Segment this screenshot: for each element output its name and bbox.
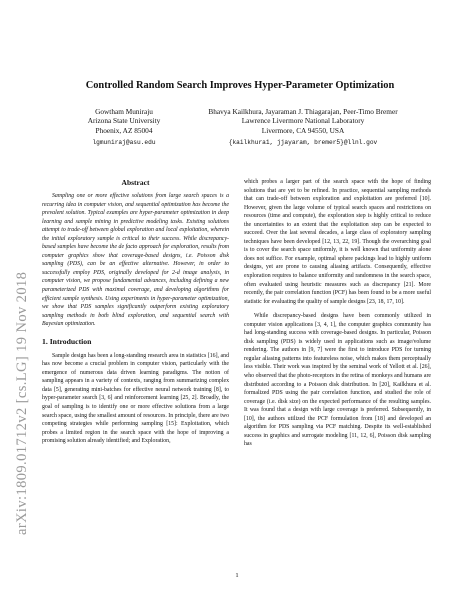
author-location: Livermore, CA 94550, USA — [261, 125, 345, 135]
author-email[interactable]: {kailkhura1, jjayaram, bremer5}@llnl.gov — [228, 139, 378, 147]
author-block-2 — [196, 107, 410, 148]
arxiv-stamp-text: arXiv:1809.01712v2 [cs.LG] 19 Nov 2018 — [14, 271, 30, 535]
left-column — [42, 178, 229, 446]
arxiv-stamp — [4, 180, 34, 540]
right-column — [244, 178, 431, 449]
author-affiliation: Lawrence Livermore National Laboratory — [241, 116, 365, 126]
author-name: Bhavya Kailkhura, Jayaraman J. Thiagarajan, Peer-Timo Bremer — [208, 107, 398, 116]
paper-title: Controlled Random Search Improves Hyper-Parameter Optimization — [85, 80, 395, 91]
author-location: Phoenix, AZ 85004 — [95, 125, 153, 135]
abstract-heading: Abstract — [121, 178, 150, 187]
page-number: 1 — [235, 572, 239, 579]
author-affiliation: Arizona State University — [87, 116, 161, 126]
author-email[interactable]: lgmuniraj@asu.edu — [92, 139, 156, 147]
body-paragraph: While discrepancy-based designs have been commonly utilized in computer vision applications [3, 4, 1], the computer graphics community has had long-standing success with coverage-based designs. In particular, Poisson disk sampling (PDS) is widely used in applications such as image/volume rendering. The authors in [9, 7] were the first to introduce PDS for turning regular aliasing patterns into featureless noise, which makes them perceptually less visible. Their work was inspired by the seminal work of Yellott et al. [26], who observed that the photo-receptors in the retina of monkeys and humans are distributed according to a Poisson disk distribution. In [20], Kailkhura et al. formalized PDS using the pair correlation function, and studied the role of coverage (i.e. disk size) on the expected performance of the resulting samples. It was found that a design with large coverage is preferred. Subsequently, in [10], the authors utilized the PCF formulation from [18] and developed an algorithm for PDS sampling via PCF matching. Despite its well-established success in graphics and surrogate modeling [11, 12, 6], Poisson disk sampling has — [244, 313, 431, 448]
author-block-1 — [64, 107, 184, 148]
author-name: Gowtham Muniraju — [95, 107, 153, 116]
body-paragraph: which probes a larger part of the search space with the hope of finding solutions that are yet to be refined. In practice, sequential sampling methods that can trade-off between exploration and exploitation are preferred [10]. However, given the large volume of typical search spaces and restrictions on resources (time and compute), the exploration step is highly critical to reduce the uncertainties to an extent that the exploitation step can be expected to succeed. Over the last several decades, a large class of exploratory sampling techniques have been developed [12, 13, 22, 19]. Though the overarching goal is to cover the search space uniformly, it is well known that uniformity alone does not suffice. For example, optimal sphere packings lead to highly uniform designs, yet are prone to causing aliasing artifacts. Consequently, effective exploration requires to balance uniformity and randomness in the search space, often evaluated using heuristic measures such as discrepancy [21]. More recently, the pair correlation function (PCF) has been found to be a more useful statistic for evaluating the quality of sample designs [23, 18, 17, 10]. — [244, 179, 431, 305]
abstract-text: Sampling one or more effective solutions from large search spaces is a recurring idea in computer vision, and sequential optimization has become the prevalent solution. Typical examples are hyper-parameter optimization in deep learning and sample mining in predictive modeling tasks. Existing solutions attempt to trade-off between global exploration and local exploitation, wherein the initial exploratory sample is critical to their success. While discrepancy-based samples have become the de facto approach for exploration, results from computer graphics show that coverage-based designs, i.e. Poisson disk sampling (PDS), can be an effective alternative. However, in order to successfully employ PDS, originally developed for 2-d image analysis, in computer vision, we propose fundamental advances, including defining a new parameterized PDS with maximal coverage, and developing algorithms for efficient sample synthesis. Using experiments in hyper-parameter optimization, we show that PDS samples significantly outperform existing exploratory sampling methods in both blind exploration, and sequential search with Bayesian optimization. — [42, 193, 229, 328]
intro-paragraph: Sample design has been a long-standing research area in statistics [16], and has now become a crucial problem in computer vision, particularly with the emergence of numerous data driven learning paradigms. The notion of sampling appears in a variety of contexts, ranging from summarizing complex data [5], generating mini-batches for effective neural network training [8], to hyper-parameter search [3, 6] and reinforcement learning [25, 2]. Broadly, the goal of sampling is to identify one or more effective solutions from a large search space, using the smallest amount of resources. In principle, there are two competing strategies while performing sampling [15]: Exploitation, which probes a limited region in the search space with the hope of improving a promising solution already identified; and Exploration, — [42, 352, 229, 445]
section-heading: 1. Introduction — [42, 336, 92, 346]
